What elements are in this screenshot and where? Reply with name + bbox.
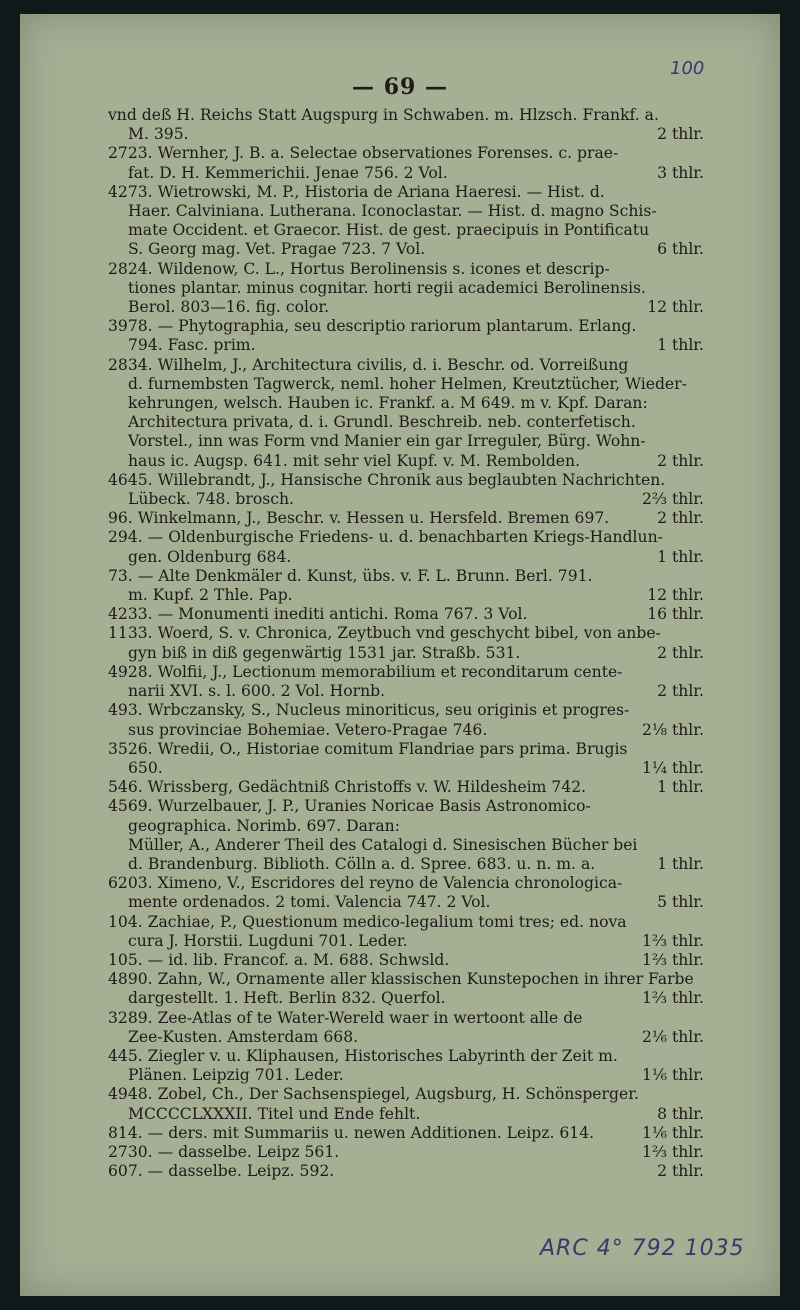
entry-line — [108, 1085, 704, 1104]
entry-text: M. 395. — [128, 125, 189, 144]
catalog-entry — [108, 951, 704, 970]
catalog-entry — [108, 701, 704, 739]
entry-line — [108, 893, 704, 912]
entry-text: 493. Wrbczansky, S., Nucleus minoriticus, seu originis et progres- — [108, 701, 630, 720]
entry-line — [108, 797, 704, 816]
entry-line — [108, 509, 704, 528]
catalog-entry — [108, 567, 704, 605]
entry-price: 1 thlr. — [657, 778, 704, 797]
entry-line — [108, 298, 704, 317]
entry-line — [108, 586, 704, 605]
catalog-entry — [108, 1162, 704, 1181]
handwritten-note-top: 100 — [670, 58, 705, 79]
entry-line — [108, 701, 704, 720]
entry-line — [108, 644, 704, 663]
catalog-entry — [108, 106, 704, 144]
entry-text: 6203. Ximeno, V., Escridores del reyno de Valencia chronologica- — [108, 874, 623, 893]
entry-line — [108, 855, 704, 874]
catalog-entry — [108, 874, 704, 912]
entry-line — [108, 1009, 704, 1028]
entry-text: 104. Zachiae, P., Questionum medico-legalium tomi tres; ed. nova — [108, 912, 627, 931]
entry-line — [108, 164, 704, 183]
catalog-entry — [108, 144, 704, 182]
entry-text: geographica. Norimb. 697. Daran: — [128, 816, 400, 835]
entry-price: 2⅛ thlr. — [642, 720, 704, 739]
entry-price: 1⅙ thlr. — [642, 1066, 704, 1085]
entry-text: gyn biß in diß gegenwärtig 1531 jar. Straßb. 531. — [128, 643, 521, 662]
entry-line — [108, 1047, 704, 1066]
entry-price: 12 thlr. — [647, 586, 704, 605]
entry-price: 2 thlr. — [657, 643, 704, 662]
catalog-entry — [108, 183, 704, 260]
catalog-entry — [108, 797, 704, 874]
catalog-entry — [108, 913, 704, 951]
catalog-entry — [108, 509, 704, 528]
entry-text: Architectura privata, d. i. Grundl. Beschreib. neb. conterfetisch. — [128, 413, 636, 432]
entry-text: 794. Fasc. prim. — [128, 336, 256, 355]
entry-line — [108, 490, 704, 509]
entry-price: 6 thlr. — [657, 240, 704, 259]
catalog-entry — [108, 970, 704, 1008]
entry-text: 2834. Wilhelm, J., Architectura civilis, d. i. Beschr. od. Vorreißung — [108, 355, 629, 374]
entry-line — [108, 970, 704, 989]
entry-text: 4273. Wietrowski, M. P., Historia de Ariana Haeresi. — Hist. d. — [108, 182, 605, 201]
catalog-entry — [108, 740, 704, 778]
entry-line — [108, 413, 704, 432]
entry-text: dargestellt. 1. Heft. Berlin 832. Querfol. — [128, 989, 446, 1008]
entry-line — [108, 759, 704, 778]
entry-price: 1⅙ thlr. — [642, 1123, 704, 1142]
entry-price: 1⅔ thlr. — [642, 989, 704, 1008]
catalog-entry — [108, 1143, 704, 1162]
page-number: — 69 — — [352, 74, 448, 100]
entry-text: d. furnembsten Tagwerck, neml. hoher Helmen, Kreutztücher, Wieder- — [128, 374, 687, 393]
entry-price: 1 thlr. — [657, 854, 704, 873]
entry-line — [108, 817, 704, 836]
entry-price: 2 thlr. — [657, 509, 704, 528]
entry-text: 4233. — Monumenti inediti antichi. Roma 767. 3 Vol. — [108, 605, 528, 624]
entry-text: fat. D. H. Kemmerichii. Jenae 756. 2 Vol. — [128, 163, 448, 182]
entry-line — [108, 548, 704, 567]
entry-text: 1133. Woerd, S. v. Chronica, Zeytbuch vnd geschycht bibel, von anbe- — [108, 624, 661, 643]
entry-text: 445. Ziegler v. u. Kliphausen, Historisches Labyrinth der Zeit m. — [108, 1046, 618, 1065]
entry-text: 2723. Wernher, J. B. a. Selectae observationes Forenses. c. prae- — [108, 144, 619, 163]
entry-line — [108, 778, 704, 797]
catalog-entries — [108, 106, 704, 1181]
entry-price: 1⅔ thlr. — [642, 1142, 704, 1161]
entry-line — [108, 605, 704, 624]
entry-text: gen. Oldenburg 684. — [128, 547, 292, 566]
entry-line — [108, 1066, 704, 1085]
entry-text: 3289. Zee-Atlas of te Water-Wereld waer in wertoont alle de — [108, 1008, 583, 1027]
entry-line — [108, 202, 704, 221]
entry-text: 3526. Wredii, O., Historiae comitum Flandriae pars prima. Brugis — [108, 739, 628, 758]
entry-line — [108, 471, 704, 490]
entry-line — [108, 106, 704, 125]
entry-line — [108, 567, 704, 586]
entry-line — [108, 317, 704, 336]
catalog-entry — [108, 778, 704, 797]
entry-line — [108, 240, 704, 259]
catalog-entry — [108, 1009, 704, 1047]
entry-line — [108, 1143, 704, 1162]
entry-text: mente ordenados. 2 tomi. Valencia 747. 2 Vol. — [128, 893, 491, 912]
entry-price: 2 thlr. — [657, 125, 704, 144]
entry-line — [108, 183, 704, 202]
entry-text: Haer. Calviniana. Lutherana. Iconoclastar. — Hist. d. magno Schis- — [128, 202, 657, 221]
entry-price: 16 thlr. — [647, 605, 704, 624]
entry-text: tiones plantar. minus cognitar. horti regii academici Berolinensis. — [128, 278, 647, 297]
entry-line — [108, 1124, 704, 1143]
entry-line — [108, 375, 704, 394]
entry-line — [108, 740, 704, 759]
catalog-entry — [108, 624, 704, 662]
entry-line — [108, 1105, 704, 1124]
entry-text: cura J. Horstii. Lugduni 701. Leder. — [128, 931, 408, 950]
entry-line — [108, 432, 704, 451]
entry-price: 1 thlr. — [657, 547, 704, 566]
entry-text: 2730. — dasselbe. Leipz 561. — [108, 1142, 340, 1161]
entry-line — [108, 221, 704, 240]
entry-line — [108, 624, 704, 643]
entry-text: haus ic. Augsp. 641. mit sehr viel Kupf. v. M. Rembolden. — [128, 451, 581, 470]
entry-line — [108, 1162, 704, 1181]
entry-text: Müller, A., Anderer Theil des Catalogi d. Sinesischen Bücher bei — [128, 835, 638, 854]
entry-line — [108, 452, 704, 471]
entry-line — [108, 913, 704, 932]
entry-price: 2 thlr. — [657, 682, 704, 701]
entry-text: Plänen. Leipzig 701. Leder. — [128, 1066, 344, 1085]
entry-text: narii XVI. s. l. 600. 2 Vol. Hornb. — [128, 682, 386, 701]
entry-text: 3978. — Phytographia, seu descriptio rariorum plantarum. Erlang. — [108, 317, 637, 336]
handwritten-shelfmark: ARC 4° 792 1035 — [540, 1236, 745, 1261]
catalog-entry — [108, 317, 704, 355]
catalog-entry — [108, 528, 704, 566]
entry-price: 1⅔ thlr. — [642, 950, 704, 969]
entry-text: 4928. Wolfii, J., Lectionum memorabilium et reconditarum cente- — [108, 662, 623, 681]
catalog-entry — [108, 605, 704, 624]
entry-text: 650. — [128, 758, 163, 777]
entry-price: 1 thlr. — [657, 336, 704, 355]
entry-line — [108, 932, 704, 951]
entry-line — [108, 1028, 704, 1047]
entry-line — [108, 721, 704, 740]
entry-text: 294. — Oldenburgische Friedens- u. d. benachbarten Kriegs-Handlun- — [108, 528, 663, 547]
entry-price: 3 thlr. — [657, 163, 704, 182]
entry-text: 105. — id. lib. Francof. a. M. 688. Schwsld. — [108, 950, 450, 969]
entry-line — [108, 260, 704, 279]
entry-text: 73. — Alte Denkmäler d. Kunst, übs. v. F. L. Brunn. Berl. 791. — [108, 566, 593, 585]
entry-text: MCCCCLXXXII. Titel und Ende fehlt. — [128, 1104, 421, 1123]
entry-line — [108, 125, 704, 144]
entry-line — [108, 663, 704, 682]
entry-text: 4569. Wurzelbauer, J. P., Uranies Noricae Basis Astronomico- — [108, 797, 591, 816]
entry-text: 814. — ders. mit Summariis u. newen Additionen. Leipz. 614. — [108, 1123, 595, 1142]
entry-price: 8 thlr. — [657, 1104, 704, 1123]
entry-text: 96. Winkelmann, J., Beschr. v. Hessen u. Hersfeld. Bremen 697. — [108, 509, 610, 528]
entry-line — [108, 528, 704, 547]
entry-text: 546. Wrissberg, Gedächtniß Christoffs v. W. Hildesheim 742. — [108, 778, 587, 797]
entry-price: 2⅔ thlr. — [642, 490, 704, 509]
entry-line — [108, 951, 704, 970]
entry-price: 1¼ thlr. — [642, 758, 704, 777]
catalog-entry — [108, 1085, 704, 1123]
entry-price: 2⅙ thlr. — [642, 1027, 704, 1046]
entry-text: S. Georg mag. Vet. Pragae 723. 7 Vol. — [128, 240, 426, 259]
catalog-entry — [108, 260, 704, 318]
entry-line — [108, 874, 704, 893]
entry-line — [108, 836, 704, 855]
entry-text: sus provinciae Bohemiae. Vetero-Pragae 746. — [128, 720, 488, 739]
entry-text: m. Kupf. 2 Thle. Pap. — [128, 586, 293, 605]
entry-price: 2 thlr. — [657, 451, 704, 470]
catalog-entry — [108, 663, 704, 701]
entry-price: 2 thlr. — [657, 1162, 704, 1181]
entry-text: 4948. Zobel, Ch., Der Sachsenspiegel, Augsburg, H. Schönsperger. — [108, 1085, 639, 1104]
entry-text: Zee-Kusten. Amsterdam 668. — [128, 1027, 359, 1046]
entry-price: 12 thlr. — [647, 298, 704, 317]
entry-price: 5 thlr. — [657, 893, 704, 912]
entry-text: Vorstel., inn was Form vnd Manier ein gar Irreguler, Bürg. Wohn- — [128, 432, 646, 451]
entry-text: 4645. Willebrandt, J., Hansische Chronik aus beglaubten Nachrichten. — [108, 470, 666, 489]
entry-text: 2824. Wildenow, C. L., Hortus Berolinensis s. icones et descrip- — [108, 259, 610, 278]
entry-text: 4890. Zahn, W., Ornamente aller klassischen Kunstepochen in ihrer Farbe — [108, 970, 694, 989]
catalog-entry — [108, 1124, 704, 1143]
catalog-entry — [108, 471, 704, 509]
entry-text: Lübeck. 748. brosch. — [128, 490, 294, 509]
catalog-page — [20, 14, 780, 1296]
entry-line — [108, 144, 704, 163]
catalog-entry — [108, 1047, 704, 1085]
entry-line — [108, 989, 704, 1008]
entry-line — [108, 394, 704, 413]
entry-line — [108, 682, 704, 701]
entry-text: mate Occident. et Graecor. Hist. de gest. praecipuis in Pontificatu — [128, 221, 650, 240]
entry-text: vnd deß H. Reichs Statt Augspurg in Schwaben. m. Hlzsch. Frankf. a. — [108, 106, 659, 124]
entry-text: kehrungen, welsch. Hauben ic. Frankf. a. M 649. m v. Kpf. Daran: — [128, 394, 648, 413]
entry-line — [108, 279, 704, 298]
entry-price: 1⅔ thlr. — [642, 931, 704, 950]
entry-text: 607. — dasselbe. Leipz. 592. — [108, 1162, 335, 1181]
catalog-entry — [108, 356, 704, 471]
entry-line — [108, 336, 704, 355]
entry-text: d. Brandenburg. Biblioth. Cölln a. d. Spree. 683. u. n. m. a. — [128, 854, 596, 873]
entry-line — [108, 356, 704, 375]
entry-text: Berol. 803—16. fig. color. — [128, 298, 330, 317]
